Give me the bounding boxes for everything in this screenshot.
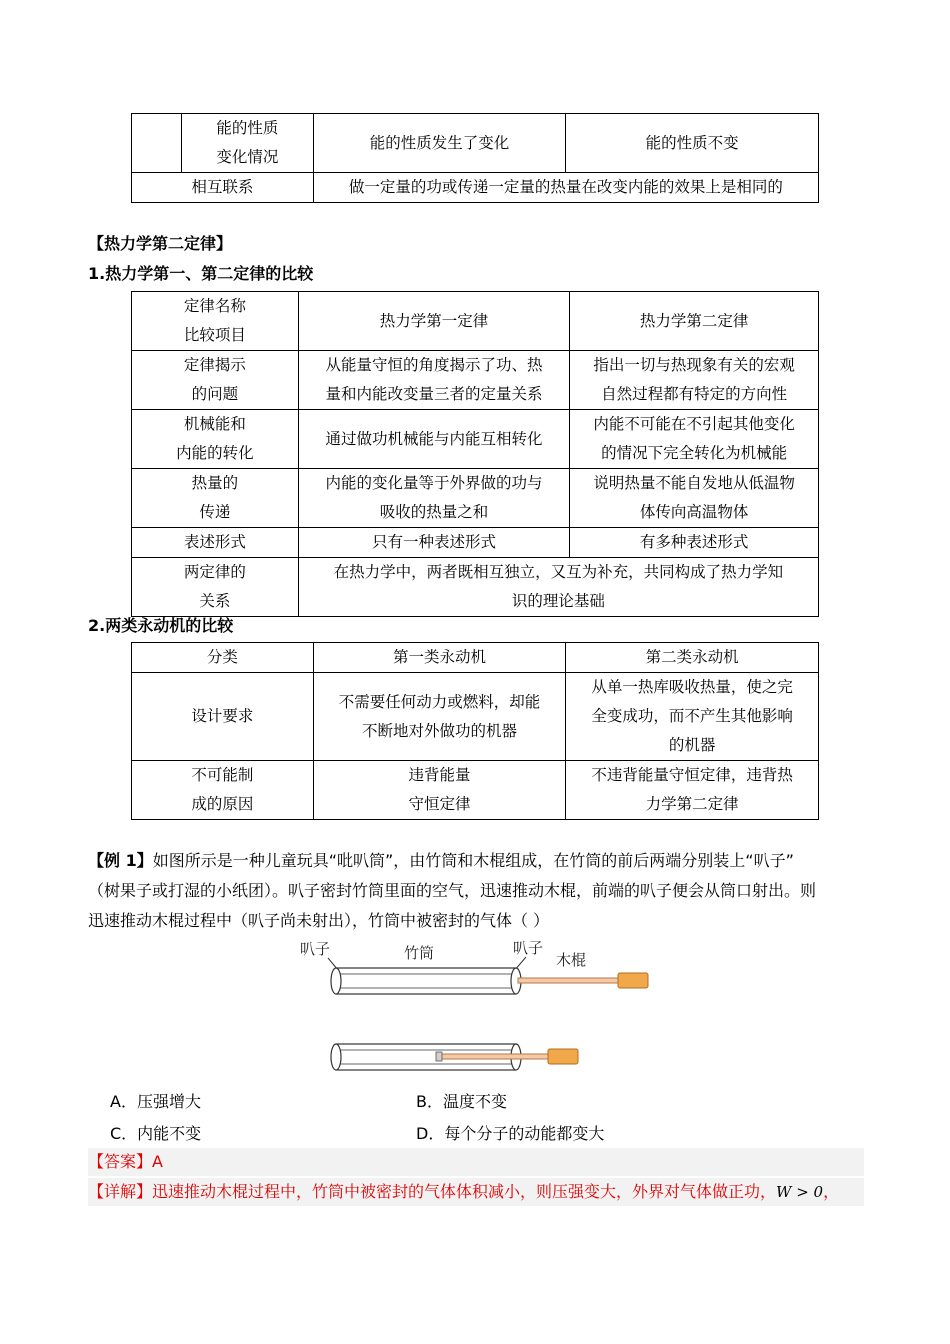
- label-paper-ball-left: 叭子: [300, 940, 331, 958]
- label-paper-ball-right: 叭子: [513, 939, 544, 957]
- cell: 能的性质发生了变化: [313, 114, 566, 173]
- merged-empty-cell: [132, 114, 182, 173]
- energy-comparison-table-tail: [131, 113, 819, 203]
- answer-tag: 【答案】: [88, 1152, 153, 1171]
- cell: 做一定量的功或传递一定量的热量在改变内能的效果上是相同的: [313, 173, 818, 203]
- choice-a: A．压强增大: [110, 1092, 201, 1111]
- law-comparison-table: [131, 291, 819, 617]
- row-label: 不可能制 成的原因: [132, 761, 314, 820]
- row-label: 相互联系: [132, 173, 314, 203]
- label-wooden-stick: 木棍: [556, 951, 587, 969]
- answer-value: A: [152, 1152, 163, 1171]
- cell: 从能量守恒的角度揭示了功、热 量和内能改变量三者的定量关系: [298, 351, 570, 410]
- answer-line: [88, 1148, 864, 1176]
- choice-b: B．温度不变: [416, 1092, 507, 1111]
- row-label: 热量的 传递: [132, 469, 299, 528]
- cell: 说明热量不能自发地从低温物 体传向高温物体: [570, 469, 819, 528]
- cell: 通过做功机械能与内能互相转化: [298, 410, 570, 469]
- row-label: 两定律的 关系: [132, 558, 299, 617]
- example-question-line3: 迅速推动木棍过程中（叭子尚未射出），竹筒中被密封的气体（ ）: [88, 911, 550, 930]
- cell: 内能不可能在不引起其他变化 的情况下完全转化为机械能: [570, 410, 819, 469]
- cell: 有多种表述形式: [570, 528, 819, 558]
- cell: 不违背能量守恒定律，违背热 力学第二定律: [566, 761, 819, 820]
- header-cell: 热力学第二定律: [570, 292, 819, 351]
- row-label: 定律揭示 的问题: [132, 351, 299, 410]
- tube-upper: [331, 968, 521, 994]
- explain-tail: ，: [823, 1182, 840, 1201]
- subsection-title-2: 2.两类永动机的比较: [88, 616, 234, 635]
- header-label: 定律名称 比较项目: [132, 292, 299, 351]
- question-text: 如图所示是一种儿童玩具“吡叭筒”，由竹筒和木棍组成，在竹筒的前后两端分别装上“叭子”: [152, 851, 794, 870]
- choice-c: C．内能不变: [110, 1124, 202, 1143]
- row-label: 能的性质 变化情况: [181, 114, 313, 173]
- choice-d: D．每个分子的动能都变大: [416, 1124, 605, 1143]
- stick-upper: [518, 973, 648, 988]
- example-question-line2: （树果子或打湿的小纸团）。叭子密封竹筒里面的空气，迅速推动木棍，前端的叭子便会从筒口射出。则: [88, 881, 817, 900]
- header-label: 分类: [132, 643, 314, 673]
- formula-w-gt-0: W > 0: [776, 1183, 824, 1201]
- header-cell: 热力学第一定律: [298, 292, 570, 351]
- row-label: 表述形式: [132, 528, 299, 558]
- header-cell: 第一类永动机: [313, 643, 566, 673]
- cell: 只有一种表述形式: [298, 528, 570, 558]
- cell: 违背能量 守恒定律: [313, 761, 566, 820]
- cell: 从单一热库吸收热量，使之完 全变成功，而不产生其他影响 的机器: [566, 673, 819, 761]
- cell: 不需要任何动力或燃料，却能 不断地对外做功的机器: [313, 673, 566, 761]
- explanation-line: [88, 1178, 864, 1206]
- label-bamboo-tube: 竹筒: [404, 944, 435, 962]
- header-cell: 第二类永动机: [566, 643, 819, 673]
- explain-text: 迅速推动木棍过程中，竹筒中被密封的气体体积减小，则压强变大，外界对气体做正功，: [152, 1182, 777, 1201]
- section-title: 【热力学第二定律】: [88, 234, 233, 253]
- subsection-title-1: 1.热力学第一、第二定律的比较: [88, 264, 314, 283]
- toy-gun-diagram: [290, 936, 660, 1082]
- perpetual-machine-table: [131, 642, 819, 820]
- row-label: 设计要求: [132, 673, 314, 761]
- cell: 内能的变化量等于外界做的功与 吸收的热量之和: [298, 469, 570, 528]
- explain-tag: 【详解】: [88, 1182, 153, 1201]
- cell: 指出一切与热现象有关的宏观 自然过程都有特定的方向性: [570, 351, 819, 410]
- cell: 能的性质不变: [566, 114, 819, 173]
- example-question-line1: [88, 846, 864, 876]
- example-tag: 【例 1】: [88, 851, 153, 870]
- cell: 在热力学中，两者既相互独立，又互为补充，共同构成了热力学知 识的理论基础: [298, 558, 818, 617]
- row-label: 机械能和 内能的转化: [132, 410, 299, 469]
